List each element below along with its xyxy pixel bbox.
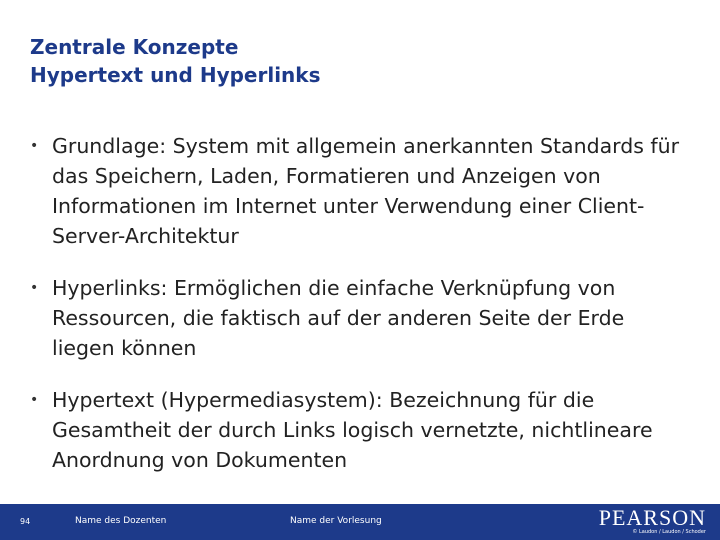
course-name: Name der Vorlesung <box>290 516 382 526</box>
bullet-text: Grundlage: System mit allgemein anerkannten Standards für das Speichern, Laden, Formatieren und Anzeigen von Informationen im Internet unter Verwendung einer Client-Server-Architektur <box>52 134 680 248</box>
bullet-item <box>30 131 680 251</box>
bullet-text: Hyperlinks: Ermöglichen die einfache Verknüpfung von Ressourcen, die faktisch auf der anderen Seite der Erde liegen können <box>52 276 625 360</box>
bullet-marker: • <box>30 392 39 408</box>
copyright-text: © Laudon / Laudon / Schoder <box>632 529 706 535</box>
footer-bar <box>0 504 720 540</box>
bullet-item <box>30 385 680 475</box>
title-line-2: Hypertext und Hyperlinks <box>30 63 321 87</box>
pearson-logo: PEARSON <box>598 505 706 530</box>
bullet-text: Hypertext (Hypermediasystem): Bezeichnung für die Gesamtheit der durch Links logisch vernetzte, nichtlineare Anordnung von Dokumenten <box>52 388 653 472</box>
slide-title <box>30 33 321 89</box>
title-line-1: Zentrale Konzepte <box>30 35 239 59</box>
bullet-item <box>30 273 680 363</box>
page-number: 94 <box>20 517 31 526</box>
bullet-list <box>30 131 680 497</box>
bullet-marker: • <box>30 280 39 296</box>
bullet-marker: • <box>30 138 39 154</box>
lecturer-name: Name des Dozenten <box>75 516 167 526</box>
